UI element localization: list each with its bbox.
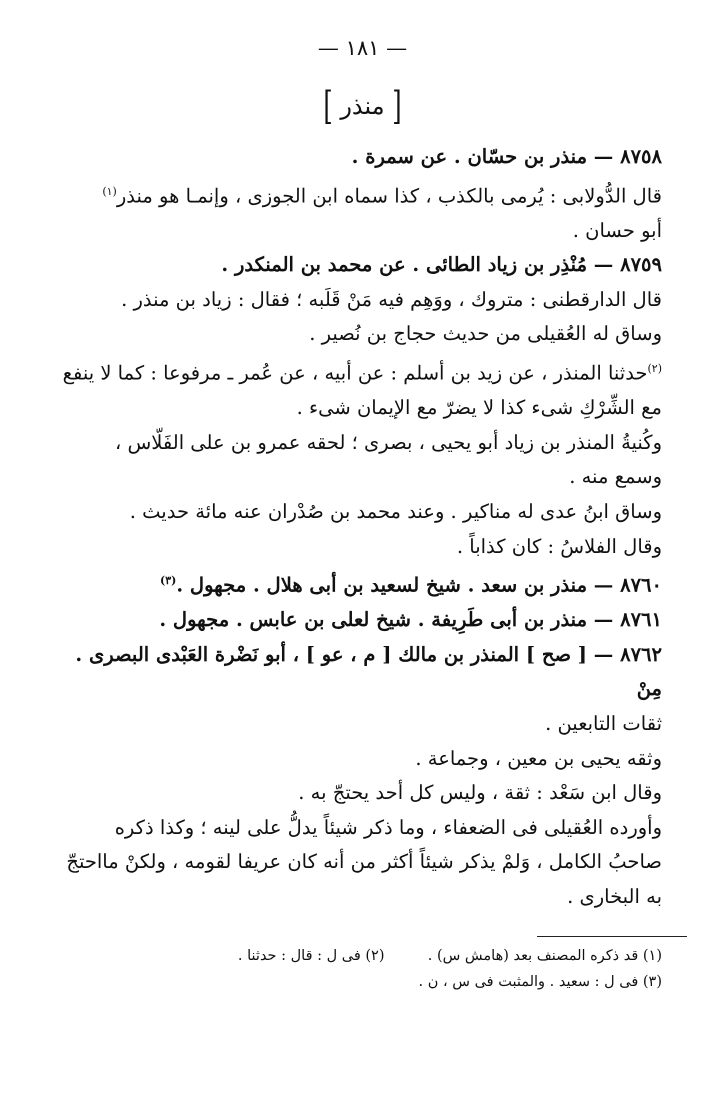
- text-line: وأورده العُقيلى فى الضعفاء ، وما ذكر شيئاً يدلُّ على لينه ؛ وكذا ذكره: [114, 815, 662, 839]
- section-title: [0, 83, 725, 129]
- text-line: وساق ابنُ عدى له مناكير . وعند محمد بن صُدْران عنه مائة حديث .: [129, 499, 662, 523]
- bracket-close: ]: [323, 83, 333, 129]
- text-line: به البخارى .: [567, 884, 662, 908]
- footnote-3: (٣) فى ل : سعيد . والمثبت فى س ، ن .: [418, 974, 662, 990]
- footnote-separator: [537, 936, 687, 937]
- text-line: وثقه يحيى بن معين ، وجماعة .: [415, 746, 662, 770]
- footnote-row-1: [62, 948, 662, 964]
- footnote-2: (٢) فى ل : قال : حدثنا .: [237, 948, 385, 964]
- text-line: مع الشِّرْكِ شىء كذا لا يضرّ مع الإيمان شىء .: [296, 396, 662, 420]
- footnote-1: (١) قد ذكره المصنف بعد (هامش س) .: [427, 948, 662, 964]
- text-line: وساق له العُقيلى من حديث حجاج بن نُصير .: [309, 322, 662, 346]
- entry-8760-heading: [62, 564, 662, 603]
- text-line-content: قال الدُّولابى : يُرمى بالكذب ، كذا سماه ابن الجوزى ، وإنمـا هو منذر: [116, 184, 662, 208]
- entry-8758-heading: ٨٧٥٨ — منذر بن حسّان . عن سمرة .: [351, 145, 662, 168]
- footnote-marker-1: (١): [102, 184, 117, 198]
- section-title-text: منذر: [340, 92, 385, 120]
- bracket-open: [: [392, 83, 402, 129]
- text-line: ثقات التابعين .: [545, 712, 662, 735]
- text-line: أبو حسان .: [572, 218, 662, 242]
- entry-8761-heading: ٨٧٦١ — منذر بن أبى طَرِيفة . شيخ لعلى بن عابس . مجهول .: [159, 608, 662, 632]
- text-line-content: ٨٧٦٠ — منذر بن سعد . شيخ لسعيد بن أبى هلال . مجهول .: [176, 573, 662, 597]
- text-line-content: حدثنا المنذر ، عن زيد بن أسلم : عن أبيه ، عن عُمر ـ مرفوعا : كما لا ينفع: [62, 361, 648, 385]
- footnote-marker-3: (٣): [159, 574, 177, 588]
- footnote-row-2: [62, 974, 662, 990]
- text-line: وقال الفلاسُ : كان كذاباً .: [456, 534, 662, 558]
- text-line: [62, 175, 662, 214]
- page-number: — ١٨١ —: [317, 36, 408, 60]
- text-line: قال الدارقطنى : متروك ، ووَهِم فيه مَنْ قَلَبه ؛ فقال : زياد بن منذر .: [121, 287, 662, 311]
- entry-8762-heading: ٨٧٦٢ — [ صح ] المنذر بن مالك [ م ، عو ] ، أبو نَضْرة العَبْدى البصرى . مِنْ: [75, 642, 662, 701]
- main-text: [62, 140, 662, 915]
- entry-8759-heading: ٨٧٥٩ — مُنْذِر بن زياد الطائى . عن محمد بن المنكدر .: [221, 253, 662, 277]
- footnote-marker-2: (٢): [647, 362, 662, 376]
- text-line: [62, 352, 662, 391]
- text-line: وقال ابن سَعْد : ثقة ، وليس كل أحد يحتجّ به .: [298, 781, 662, 805]
- text-line: صاحبُ الكامل ، وَلمْ يذكر شيئاً أكثر من أنه كان عريفا لقومه ، ولكنْ مااحتجّ: [66, 850, 662, 874]
- text-line: وكُنيةُ المنذر بن زياد أبو يحيى ، بصرى ؛ لحقه عمرو بن على الفَلّاس ، وسمع منه .: [114, 430, 662, 489]
